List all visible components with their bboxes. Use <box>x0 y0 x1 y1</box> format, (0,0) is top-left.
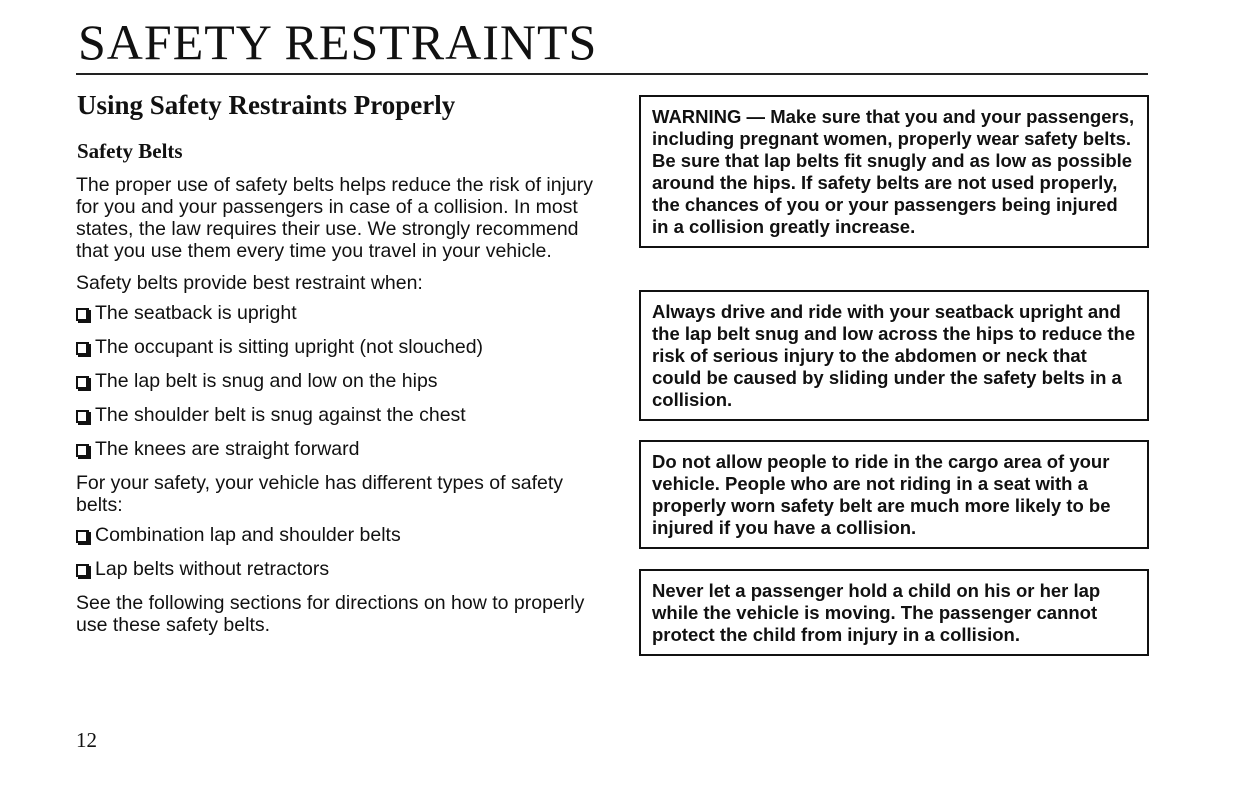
list-item <box>76 404 606 426</box>
section-heading: Using Safety Restraints Properly <box>77 90 456 120</box>
list-item-label: Combination lap and shoulder belts <box>95 524 401 546</box>
page-number: 12 <box>76 728 97 752</box>
list-item <box>76 524 606 546</box>
list-item <box>76 438 606 460</box>
list-item-label: The seatback is upright <box>95 302 297 324</box>
list-item-label: The shoulder belt is snug against the chest <box>95 404 466 426</box>
checkbox-icon <box>76 530 89 543</box>
title-divider <box>76 73 1148 75</box>
list-item <box>76 336 606 358</box>
checkbox-icon <box>76 342 89 355</box>
checkbox-icon <box>76 308 89 321</box>
page-title: SAFETY RESTRAINTS <box>78 14 598 70</box>
body-text-column <box>76 174 606 646</box>
warning-box: WARNING — Make sure that you and your passengers, including pregnant women, properly wear safety belts. Be sure that lap belts fit snugly and as low as possible around the hips. If safety belts are not used properly, the chances of you or your passengers being injured in a collision greatly increase. <box>639 95 1149 248</box>
checkbox-icon <box>76 410 89 423</box>
list-item-label: The occupant is sitting upright (not slouched) <box>95 336 484 358</box>
list-item <box>76 370 606 392</box>
list-item <box>76 302 606 324</box>
intro-paragraph: The proper use of safety belts helps reduce the risk of injury for you and your passengers in case of a collision. In most states, the law requires their use. We strongly recommend that you use them every time you travel in your vehicle. <box>76 174 594 262</box>
checkbox-icon <box>76 564 89 577</box>
best-restraint-paragraph: Safety belts provide best restraint when: <box>76 272 423 294</box>
list-item-label: The lap belt is snug and low on the hips <box>95 370 438 392</box>
sub-heading: Safety Belts <box>77 139 183 163</box>
list-item-label: Lap belts without retractors <box>95 558 330 580</box>
list-item <box>76 558 606 580</box>
checkbox-icon <box>76 444 89 457</box>
belt-types-paragraph: For your safety, your vehicle has different types of safety belts: <box>76 472 564 516</box>
checkbox-icon <box>76 376 89 389</box>
caution-box-child: Never let a passenger hold a child on his or her lap while the vehicle is moving. The passenger cannot protect the child from injury in a collision. <box>639 569 1149 656</box>
list-item-label: The knees are straight forward <box>95 438 360 460</box>
caution-box-seatback: Always drive and ride with your seatback upright and the lap belt snug and low across the hips to reduce the risk of serious injury to the abdomen or neck that could be caused by sliding under the safety belts in a collision. <box>639 290 1149 421</box>
caution-box-cargo: Do not allow people to ride in the cargo area of your vehicle. People who are not riding in a seat with a properly worn safety belt are much more likely to be injured if you have a collision. <box>639 440 1149 549</box>
see-following-paragraph: See the following sections for directions on how to properly use these safety belts. <box>76 592 585 636</box>
